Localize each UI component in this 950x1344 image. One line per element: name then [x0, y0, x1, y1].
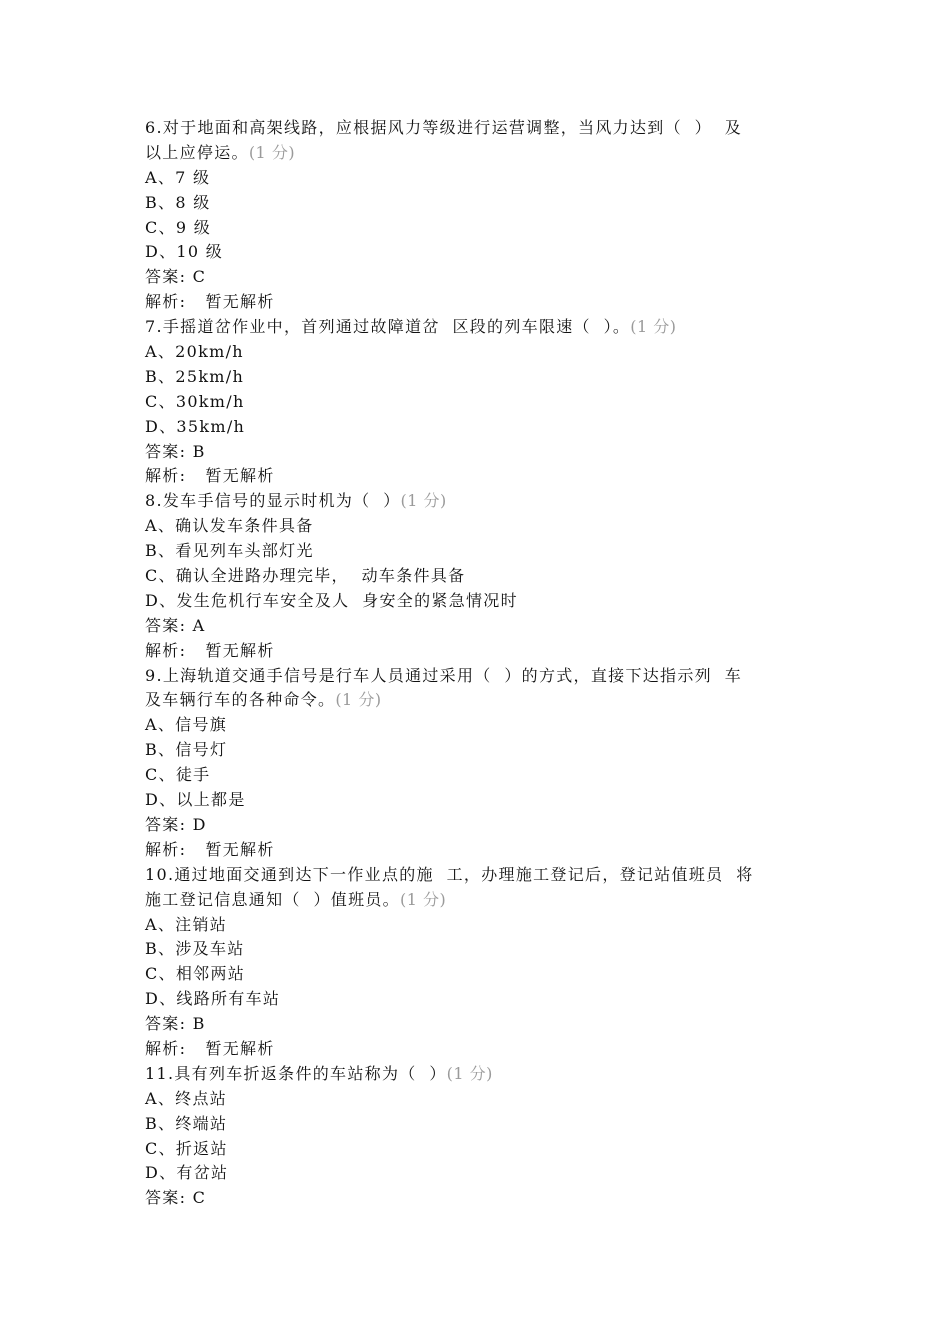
option-a: A、终点站: [145, 1088, 228, 1108]
question-stem-line: [145, 688, 825, 713]
question-stem-line: [145, 1062, 825, 1087]
option-b: B、25km/h: [145, 366, 245, 386]
option-b: B、终端站: [145, 1113, 228, 1133]
question-stem-line: [145, 888, 825, 913]
option-c: C、相邻两站: [145, 964, 246, 984]
question-6: [145, 116, 825, 315]
document-page: [145, 116, 825, 1211]
option-b: B、看见列车头部灯光: [145, 541, 314, 561]
question-score: (1 分): [446, 1063, 493, 1083]
question-stem-text: 8.发车手信号的显示时机为（ ）: [145, 491, 401, 511]
option-c: C、确认全进路办理完毕， 动车条件具备: [145, 566, 466, 586]
option-a: A、确认发车条件具备: [145, 516, 314, 536]
option-d: D、有岔站: [145, 1163, 229, 1183]
question-9: [145, 664, 825, 863]
question-stem-line: [145, 315, 825, 340]
option-d: D、线路所有车站: [145, 989, 281, 1009]
question-11: [145, 1062, 825, 1211]
analysis-line: 解析: 暂无解析: [145, 1038, 275, 1058]
question-score: (1 分): [335, 690, 382, 710]
question-stem-line: 9.上海轨道交通手信号是行车人员通过采用（ ）的方式，直接下达指示列 车: [145, 665, 743, 685]
question-stem-text: 7.手摇道岔作业中，首列通过故障道岔 区段的列车限速（ ）。: [145, 317, 631, 337]
option-a: A、20km/h: [145, 342, 244, 362]
option-c: C、30km/h: [145, 391, 245, 411]
question-score: (1 分): [630, 317, 677, 337]
question-score: (1 分): [399, 889, 447, 909]
question-7: [145, 315, 825, 489]
question-stem-line: 6.对于地面和高架线路，应根据风力等级进行运营调整，当风力达到（ ） 及: [145, 118, 743, 137]
question-stem-line: [145, 489, 825, 514]
analysis-line: 解析: 暂无解析: [145, 839, 275, 859]
option-d: D、发生危机行车安全及人 身安全的紧急情况时: [145, 590, 518, 610]
analysis-line: 解析: 暂无解析: [145, 466, 275, 486]
question-stem-line: 10.通过地面交通到达下一作业点的施 工，办理施工登记后，登记站值班员 将: [145, 864, 754, 884]
option-b: B、涉及车站: [145, 939, 245, 959]
question-stem-text: 施工登记信息通知（ ）值班员。: [145, 889, 400, 909]
option-a: A、7 级: [145, 167, 211, 187]
option-b: B、8 级: [145, 192, 211, 212]
option-d: D、以上都是: [145, 790, 246, 810]
option-a: A、注销站: [145, 914, 228, 934]
answer-line: 答案: C: [145, 1188, 207, 1208]
answer-line: 答案: B: [145, 441, 206, 461]
answer-line: 答案: C: [145, 267, 207, 287]
option-d: D、10 级: [145, 242, 224, 262]
question-score: (1 分): [248, 142, 296, 162]
question-score: (1 分): [400, 491, 447, 511]
question-8: [145, 489, 825, 663]
question-10: [145, 863, 825, 1062]
question-stem-text: 11.具有列车折返条件的车站称为（ ）: [145, 1063, 447, 1083]
analysis-line: 解析: 暂无解析: [145, 640, 275, 660]
option-c: C、折返站: [145, 1138, 228, 1158]
question-stem-text: 及车辆行车的各种命令。: [145, 690, 336, 710]
answer-line: 答案: D: [145, 814, 207, 834]
question-stem-text: 以上应停运。: [145, 142, 249, 162]
question-stem-line: [145, 141, 825, 166]
answer-line: 答案: A: [145, 615, 206, 635]
option-b: B、信号灯: [145, 740, 228, 760]
option-c: C、徒手: [145, 765, 211, 785]
option-d: D、35km/h: [145, 416, 246, 436]
analysis-line: 解析: 暂无解析: [145, 292, 275, 312]
answer-line: 答案: B: [145, 1014, 206, 1034]
option-a: A、信号旗: [145, 715, 228, 735]
option-c: C、9 级: [145, 217, 212, 237]
